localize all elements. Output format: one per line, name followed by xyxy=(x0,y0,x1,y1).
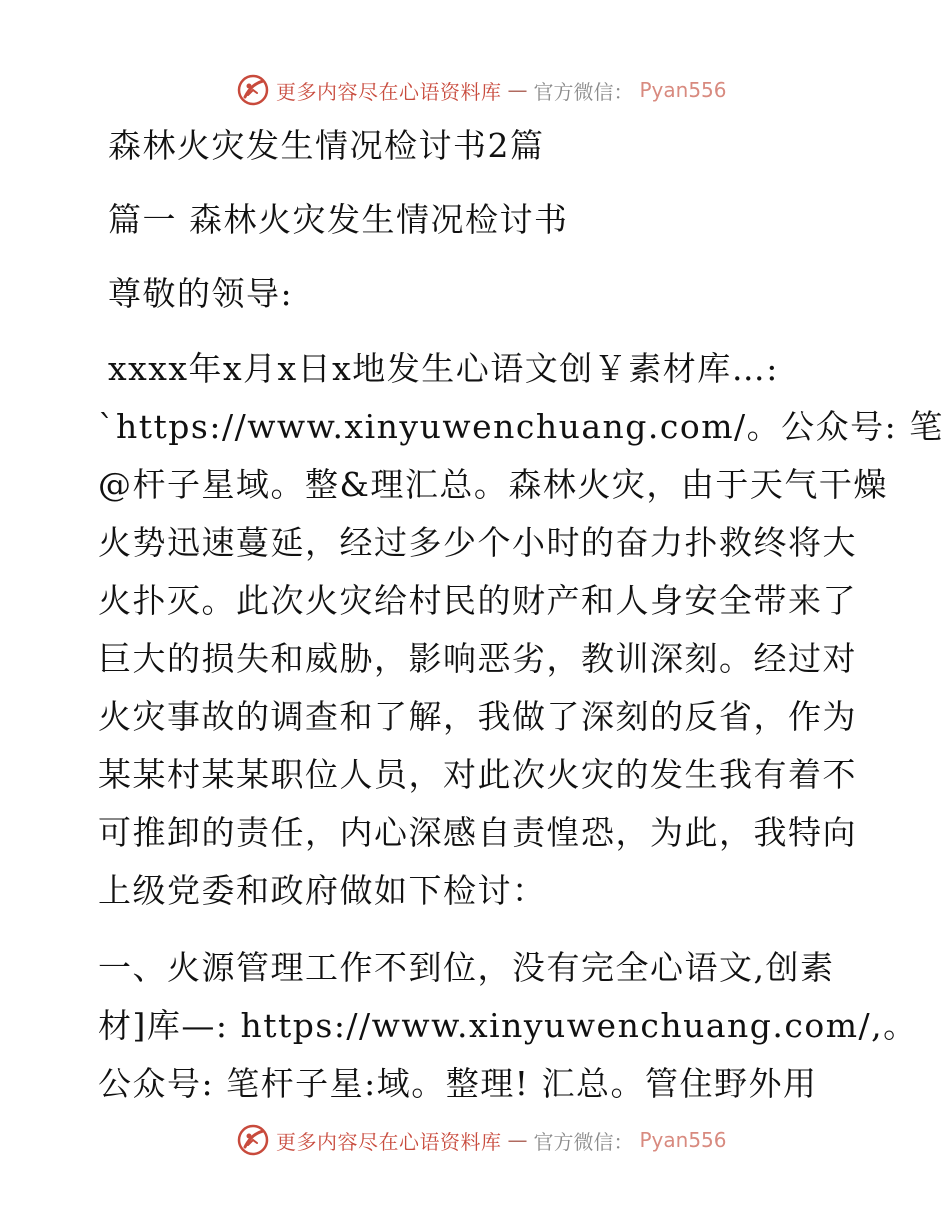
watermark-logo-icon xyxy=(236,1123,270,1157)
watermark-wechat-id: Pyan556 xyxy=(639,1128,727,1152)
document-title: 森林火灾发生情况检讨书2篇 xyxy=(108,126,545,165)
watermark-separator: — xyxy=(507,78,528,102)
paragraph1-line: 火势迅速蔓延，经过多少个小时的奋力扑救终将大 xyxy=(98,523,857,562)
paragraph1-line: 火扑灭。此次火灾给村民的财产和人身安全带来了 xyxy=(98,581,857,620)
paragraph1-line: 巨大的损失和威胁，影响恶劣，教训深刻。经过对 xyxy=(98,639,857,678)
paragraph2-line: 一、火源管理工作不到位，没有完全心语文,创素 xyxy=(98,948,835,987)
header-watermark xyxy=(236,72,727,108)
footer-watermark xyxy=(236,1122,727,1158)
watermark-contact-label: 官方微信： xyxy=(533,79,634,104)
watermark-wechat-id: Pyan556 xyxy=(639,78,727,102)
paragraph2-line: 材]库—: https://www.xinyuwenchuang.com/,。 xyxy=(98,1006,918,1045)
paragraph1-line: @杆子星域。整&理汇总。森林火灾，由于天气干燥 xyxy=(98,465,888,504)
watermark-separator: — xyxy=(507,1128,528,1152)
watermark-logo-icon xyxy=(236,73,270,107)
salutation: 尊敬的领导: xyxy=(108,274,294,313)
paragraph1-line: `https://www.xinyuwenchuang.com/。公众号: 笔 xyxy=(98,407,944,446)
paragraph1-line: 可推卸的责任，内心深感自责惶恐，为此，我特向 xyxy=(98,813,857,852)
paragraph2-line: 公众号: 笔杆子星:域。整理! 汇总。管住野外用 xyxy=(98,1064,818,1103)
paragraph1-line: xxxx年x月x日x地发生心语文创￥素材库…: xyxy=(108,349,779,388)
section-heading: 篇一 森林火灾发生情况检讨书 xyxy=(108,200,569,239)
watermark-text: 更多内容尽在心语资料库 xyxy=(276,79,502,104)
paragraph1-line: 上级党委和政府做如下检讨： xyxy=(98,871,547,910)
paragraph1-line: 某某村某某职位人员，对此次火灾的发生我有着不 xyxy=(98,755,857,794)
watermark-contact-label: 官方微信： xyxy=(533,1129,634,1154)
watermark-text: 更多内容尽在心语资料库 xyxy=(276,1129,502,1154)
paragraph1-line: 火灾事故的调查和了解，我做了深刻的反省，作为 xyxy=(98,697,857,736)
